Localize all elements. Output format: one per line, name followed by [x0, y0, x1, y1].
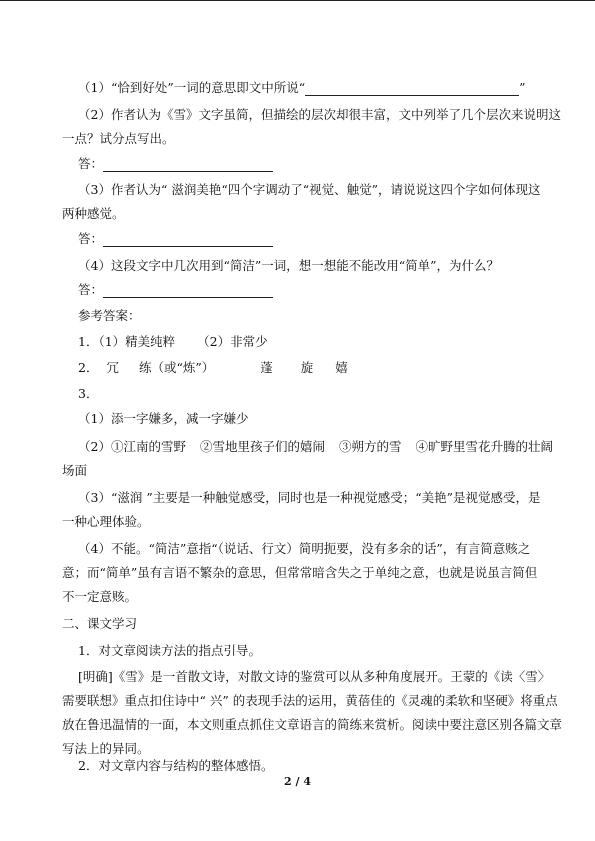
- answer-blank[interactable]: [103, 285, 273, 298]
- answer-1: [78, 334, 268, 350]
- question-3-line-1: （3）作者认为“ 滋润美艳“四个字调动了“视觉、触觉”，请说说这四个字如何体现这: [78, 182, 541, 197]
- answer-3-sub-2-line-2: 场面: [62, 463, 88, 478]
- mingque-line-3: 放在鲁迅温情的一面，本文则重点抓住文章语言的简练来赏析。阅读中要注意区别各篇文章: [62, 717, 563, 732]
- question-1-text: （1）“恰到好处”一词的意思即文中所说“: [78, 80, 306, 95]
- question-1: [78, 80, 526, 96]
- answer-label: 答：: [78, 231, 104, 246]
- answer-2: [78, 360, 348, 376]
- mingque-line-4: 写法上的异同。: [62, 741, 150, 756]
- answer-1-part-1: （1）精美纯粹: [98, 334, 176, 349]
- answer-3-number: 3．: [78, 386, 99, 401]
- answer-2-char-1: 冗: [106, 360, 119, 375]
- mingque-line-1: [明确]《雪》是一首散文诗，对散文诗的鉴赏可以从多种角度展开。王蒙的《读〈雪〉: [78, 669, 551, 684]
- answer-blank[interactable]: [305, 83, 519, 96]
- answer-3-sub-2-part-3: ③朔方的雪: [338, 439, 402, 454]
- answer-label: 答：: [78, 282, 104, 297]
- question-2-line-2: 一点？试分点写出。: [62, 131, 175, 146]
- answer-3-sub-4-line-1: （4）不能。“简洁”意指“（说话、行文）简明扼要，没有多余的话”，有言简意赅之: [78, 541, 531, 556]
- answer-blank[interactable]: [103, 234, 273, 247]
- answer-2-char-5: 嬉: [335, 360, 348, 375]
- answer-3-sub-2-part-2: ②雪地里孩子们的嬉闹: [199, 439, 325, 454]
- answer-3-sub-2-part-1: （2）①江南的雪野: [78, 439, 186, 454]
- question-2-line-1: （2）作者认为《雪》文字虽简，但描绘的层次却很丰富，文中列举了几个层次来说明这: [78, 107, 561, 122]
- answer-line-q4: [78, 282, 273, 298]
- page-number: 2 / 4: [284, 775, 311, 788]
- answer-3-sub-4-line-3: 不一定意赅。: [62, 589, 138, 604]
- section-2-item-1: 1．对文章阅读方法的指点引导。: [78, 643, 261, 658]
- answer-line-q3: [78, 231, 273, 247]
- section-2-item-2: 2．对文章内容与结构的整体感悟。: [78, 758, 274, 773]
- answer-2-char-4: 旋: [300, 360, 314, 375]
- answer-3-sub-2-part-4: ④旷野里雪花升腾的壮阔: [415, 439, 554, 454]
- question-4-line-1: （4）这段文字中几次用到“简洁”一词，想一想能不能改用“简单”，为什么？: [78, 258, 500, 273]
- reference-answers-title: 参考答案：: [78, 308, 141, 323]
- question-1-close-quote: ”: [519, 80, 526, 95]
- answer-1-part-2: （2）非常少: [197, 334, 268, 349]
- answer-blank[interactable]: [103, 159, 273, 172]
- answer-line-q2: [78, 156, 273, 172]
- answer-3-sub-3-line-1: （3）“滋润 ”主要是一种触觉感受，同时也是一种视觉感受；“美艳”是视觉感受，是: [78, 490, 541, 505]
- answer-2-number: 2．: [78, 360, 99, 375]
- section-2-title: 二、课文学习: [62, 616, 138, 631]
- answer-1-number: 1．: [78, 334, 99, 349]
- answer-3-sub-2: [78, 439, 553, 455]
- answer-2-char-2: 练（或“炼”）: [138, 360, 215, 375]
- answer-label: 答：: [78, 156, 104, 171]
- question-3-line-2: 两种感觉。: [62, 206, 125, 221]
- answer-3-sub-4-line-2: 意；而“简单”虽有言语不繁杂的意思，但常常暗含失之于单纯之意，也就是说虽言简但: [62, 565, 538, 580]
- mingque-line-2: 需要联想》重点扣住诗中“ 兴” 的表现手法的运用，黄蓓佳的《灵魂的柔软和坚硬》将重点: [62, 693, 558, 708]
- answer-3-sub-3-line-2: 一种心理体验。: [62, 514, 150, 529]
- answer-3-sub-1: （1）添一字嫌多，减一字嫌少: [78, 411, 249, 426]
- top-rule: [0, 0, 595, 1]
- answer-2-char-3: 蓬: [260, 360, 273, 375]
